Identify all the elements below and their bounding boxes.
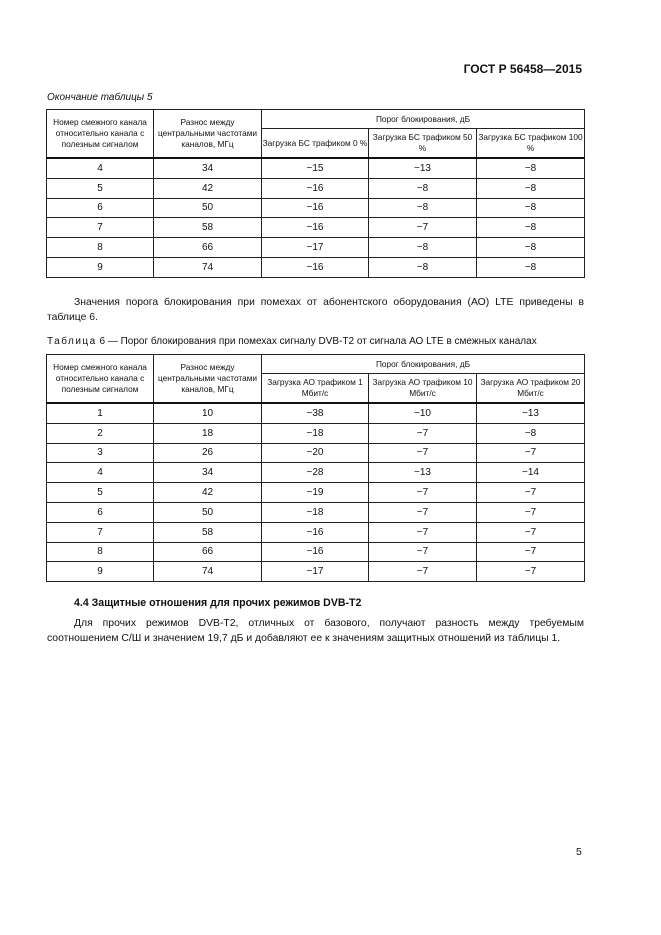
table-cell: 34 xyxy=(154,158,262,178)
table-cell: −8 xyxy=(477,158,585,178)
table-cell: −7 xyxy=(369,522,477,542)
table5-subheader-0: Загрузка БС трафиком 0 % xyxy=(262,129,369,159)
table-row xyxy=(47,542,585,562)
table-cell: −7 xyxy=(369,423,477,443)
table-cell: −7 xyxy=(369,502,477,522)
table-cell: −16 xyxy=(262,178,369,198)
table-cell: −16 xyxy=(262,218,369,238)
table-cell: −8 xyxy=(477,423,585,443)
table-cell: 58 xyxy=(154,522,262,542)
table-cell: −17 xyxy=(262,562,369,582)
table-cell: 50 xyxy=(154,198,262,218)
table-cell: −10 xyxy=(369,403,477,423)
table-cell: −7 xyxy=(477,542,585,562)
table-6 xyxy=(46,354,585,582)
table-cell: −18 xyxy=(262,423,369,443)
table6-caption xyxy=(47,336,537,347)
table-cell: −8 xyxy=(369,238,477,258)
table-cell: 42 xyxy=(154,178,262,198)
table-row xyxy=(47,443,585,463)
table-row xyxy=(47,522,585,542)
table-cell: 5 xyxy=(47,178,154,198)
table-cell: −17 xyxy=(262,238,369,258)
table-cell: 5 xyxy=(47,483,154,503)
paragraph-other-modes xyxy=(47,616,584,646)
table5-caption: Окончание таблицы 5 xyxy=(47,92,153,103)
table-cell: −13 xyxy=(369,463,477,483)
table-cell: 8 xyxy=(47,542,154,562)
document-standard-number: ГОСТ Р 56458—2015 xyxy=(463,62,582,76)
table-cell: 9 xyxy=(47,257,154,277)
table-cell: −7 xyxy=(369,483,477,503)
page-number: 5 xyxy=(576,846,582,858)
table-row xyxy=(47,463,585,483)
table-row xyxy=(47,218,585,238)
table-cell: 8 xyxy=(47,238,154,258)
table-cell: −7 xyxy=(477,502,585,522)
table-cell: −7 xyxy=(369,443,477,463)
table-cell: 4 xyxy=(47,463,154,483)
table-cell: 10 xyxy=(154,403,262,423)
table-row xyxy=(47,483,585,503)
table5-subheader-1: Загрузка БС трафиком 50 % xyxy=(369,129,477,159)
table-cell: 50 xyxy=(154,502,262,522)
table-cell: 74 xyxy=(154,562,262,582)
table-cell: −19 xyxy=(262,483,369,503)
table-cell: 4 xyxy=(47,158,154,178)
table-cell: 26 xyxy=(154,443,262,463)
table5-header-spacing: Разнос между центральными частотами каналов, МГц xyxy=(154,110,262,159)
table-row xyxy=(47,238,585,258)
table-cell: −8 xyxy=(369,198,477,218)
table6-header-channel: Номер смежного канала относительно канала с полезным сигналом xyxy=(47,355,154,404)
table-cell: −8 xyxy=(477,198,585,218)
table-row xyxy=(47,423,585,443)
table5-subheader-2: Загрузка БС трафиком 100 % xyxy=(477,129,585,159)
table6-caption-number: 6 xyxy=(99,336,106,347)
table6-caption-text: — Порог блокирования при помехах сигналу DVB-T2 от сигнала АО LTE в смежных каналах xyxy=(105,336,537,347)
table-5 xyxy=(46,109,585,278)
table-row xyxy=(47,502,585,522)
table-cell: −8 xyxy=(477,178,585,198)
table-cell: −16 xyxy=(262,522,369,542)
table-cell: −7 xyxy=(477,562,585,582)
table-cell: −7 xyxy=(369,218,477,238)
table-cell: 66 xyxy=(154,238,262,258)
table-cell: −8 xyxy=(369,257,477,277)
table-cell: −28 xyxy=(262,463,369,483)
table-cell: 58 xyxy=(154,218,262,238)
paragraph-table6-intro xyxy=(47,295,584,325)
table-cell: −13 xyxy=(369,158,477,178)
table-cell: −20 xyxy=(262,443,369,463)
table-cell: 18 xyxy=(154,423,262,443)
table-cell: −7 xyxy=(477,443,585,463)
table-cell: −7 xyxy=(477,483,585,503)
table-cell: 6 xyxy=(47,198,154,218)
table-cell: 1 xyxy=(47,403,154,423)
table-row xyxy=(47,198,585,218)
table-cell: −13 xyxy=(477,403,585,423)
table-cell: 2 xyxy=(47,423,154,443)
table-row xyxy=(47,178,585,198)
table-cell: −8 xyxy=(477,257,585,277)
table6-subheader-1: Загрузка АО трафиком 10 Мбит/с xyxy=(369,374,477,404)
table-cell: −7 xyxy=(477,522,585,542)
table-cell: 66 xyxy=(154,542,262,562)
table5-header-channel: Номер смежного канала относительно канала с полезным сигналом xyxy=(47,110,154,159)
table-cell: −38 xyxy=(262,403,369,423)
table-cell: −18 xyxy=(262,502,369,522)
table-cell: −7 xyxy=(369,562,477,582)
table-cell: −8 xyxy=(369,178,477,198)
table-cell: 7 xyxy=(47,218,154,238)
table-cell: 34 xyxy=(154,463,262,483)
paragraph-table6-intro-text: Значения порога блокирования при помехах от абонентского оборудования (АО) LTE приведены в таблице 6. xyxy=(47,297,584,323)
table-row xyxy=(47,403,585,423)
table-row xyxy=(47,257,585,277)
table-row xyxy=(47,158,585,178)
paragraph-other-modes-text: Для прочих режимов DVB-T2, отличных от базового, получают разность между требуемым соотношением С/Ш и значением 19,7 дБ и добавляют ее к значениям защитных отношений из таблицы 1. xyxy=(47,618,584,644)
table6-subheader-2: Загрузка АО трафиком 20 Мбит/с xyxy=(477,374,585,404)
table-cell: 7 xyxy=(47,522,154,542)
section-4-4-title: 4.4 Защитные отношения для прочих режимов DVB-T2 xyxy=(74,597,362,609)
table-cell: 74 xyxy=(154,257,262,277)
table5-header-threshold: Порог блокирования, дБ xyxy=(262,110,585,129)
table-cell: −8 xyxy=(477,218,585,238)
table-cell: −14 xyxy=(477,463,585,483)
table-cell: 9 xyxy=(47,562,154,582)
table-cell: −16 xyxy=(262,542,369,562)
table6-header-spacing: Разнос между центральными частотами каналов, МГц xyxy=(154,355,262,404)
table-cell: 42 xyxy=(154,483,262,503)
table-cell: −16 xyxy=(262,257,369,277)
table-cell: 6 xyxy=(47,502,154,522)
table-cell: −8 xyxy=(477,238,585,258)
table-row xyxy=(47,562,585,582)
table-cell: −16 xyxy=(262,198,369,218)
table-cell: −7 xyxy=(369,542,477,562)
table-cell: −15 xyxy=(262,158,369,178)
table6-header-threshold: Порог блокирования, дБ xyxy=(262,355,585,374)
table6-subheader-0: Загрузка АО трафиком 1 Мбит/с xyxy=(262,374,369,404)
table-cell: 3 xyxy=(47,443,154,463)
table6-caption-label: Таблица xyxy=(47,336,97,347)
